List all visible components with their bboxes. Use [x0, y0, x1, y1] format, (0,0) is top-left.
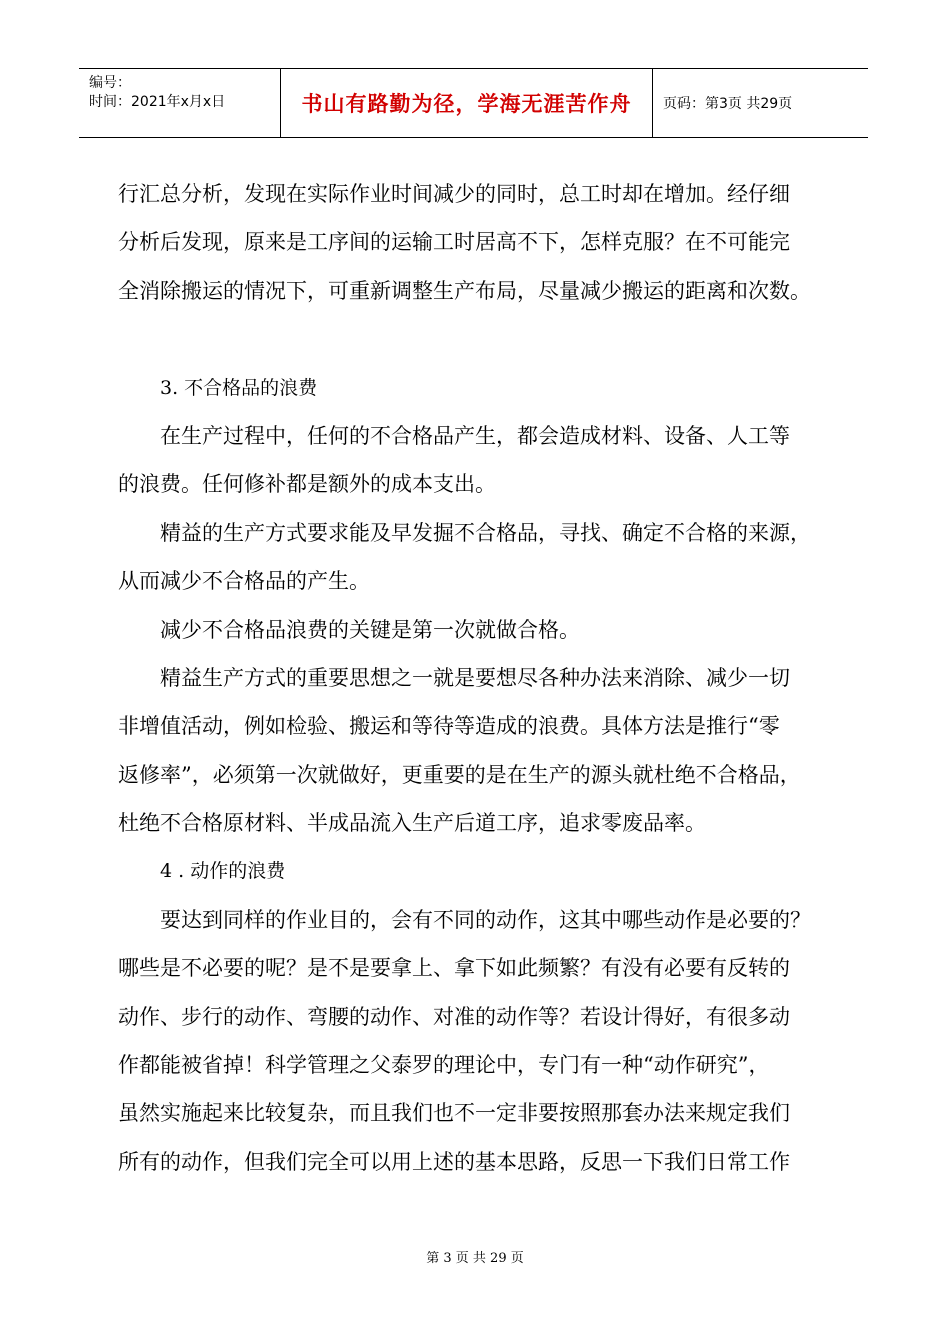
paragraph-line: 的浪费。任何修补都是额外的成本支出。 — [118, 472, 496, 497]
paragraph-line: 非增值活动，例如检验、搬运和等待等造成的浪费。具体方法是推行“零 — [118, 714, 780, 739]
paragraph-line: 虽然实施起来比较复杂，而且我们也不一定非要按照那套办法来规定我们 — [118, 1101, 790, 1126]
header-meta — [79, 69, 281, 137]
page-header — [79, 68, 868, 138]
paragraph-line: 哪些是不必要的呢？是不是要拿上、拿下如此频繁？有没有必要有反转的 — [118, 956, 790, 981]
paragraph-line: 行汇总分析，发现在实际作业时间减少的同时，总工时却在增加。经仔细 — [118, 182, 790, 206]
section-heading: 4 . 动作的浪费 — [160, 860, 286, 883]
document-date: 时间：2021年x月x日 — [89, 94, 226, 110]
paragraph-line: 所有的动作，但我们完全可以用上述的基本思路，反思一下我们日常工作 — [118, 1149, 790, 1174]
paragraph-line: 分析后发现，原来是工序间的运输工时居高不下，怎样克服？在不可能完 — [118, 230, 790, 255]
header-motto: 书山有路勤为径，学海无涯苦作舟 — [281, 69, 653, 137]
blank-line — [118, 315, 843, 363]
section-heading: 3. 不合格品的浪费 — [160, 376, 318, 399]
paragraph-line: 减少不合格品浪费的关键是第一次就做合格。 — [160, 617, 580, 642]
paragraph-line: 返修率”，必须第一次就做好，更重要的是在生产的源头就杜绝不合格品， — [118, 762, 801, 787]
header-page-number: 页码：第3页 共29页 — [663, 96, 793, 112]
document-number: 编号： — [89, 75, 131, 91]
paragraph-line: 精益的生产方式要求能及早发掘不合格品，寻找、确定不合格的来源， — [160, 520, 811, 545]
page-footer: 第 3 页 共 29 页 — [426, 1251, 524, 1266]
paragraph-line: 从而减少不合格品的产生。 — [118, 569, 370, 594]
paragraph-line: 动作、步行的动作、弯腰的动作、对准的动作等？若设计得好，有很多动 — [118, 1004, 790, 1029]
paragraph-line: 要达到同样的作业目的，会有不同的动作，这其中哪些动作是必要的？ — [160, 907, 811, 932]
paragraph-line: 作都能被省掉！科学管理之父泰罗的理论中，专门有一种“动作研究”， — [118, 1053, 770, 1078]
document-body — [118, 170, 843, 1186]
paragraph-line: 杜绝不合格原材料、半成品流入生产后道工序，追求零废品率。 — [118, 811, 706, 836]
paragraph-line: 在生产过程中，任何的不合格品产生，都会造成材料、设备、人工等 — [160, 423, 790, 448]
paragraph-line: 全消除搬运的情况下，可重新调整生产布局，尽量减少搬运的距离和次数。 — [118, 278, 811, 303]
paragraph-line: 精益生产方式的重要思想之一就是要想尽各种办法来消除、减少一切 — [160, 665, 790, 690]
